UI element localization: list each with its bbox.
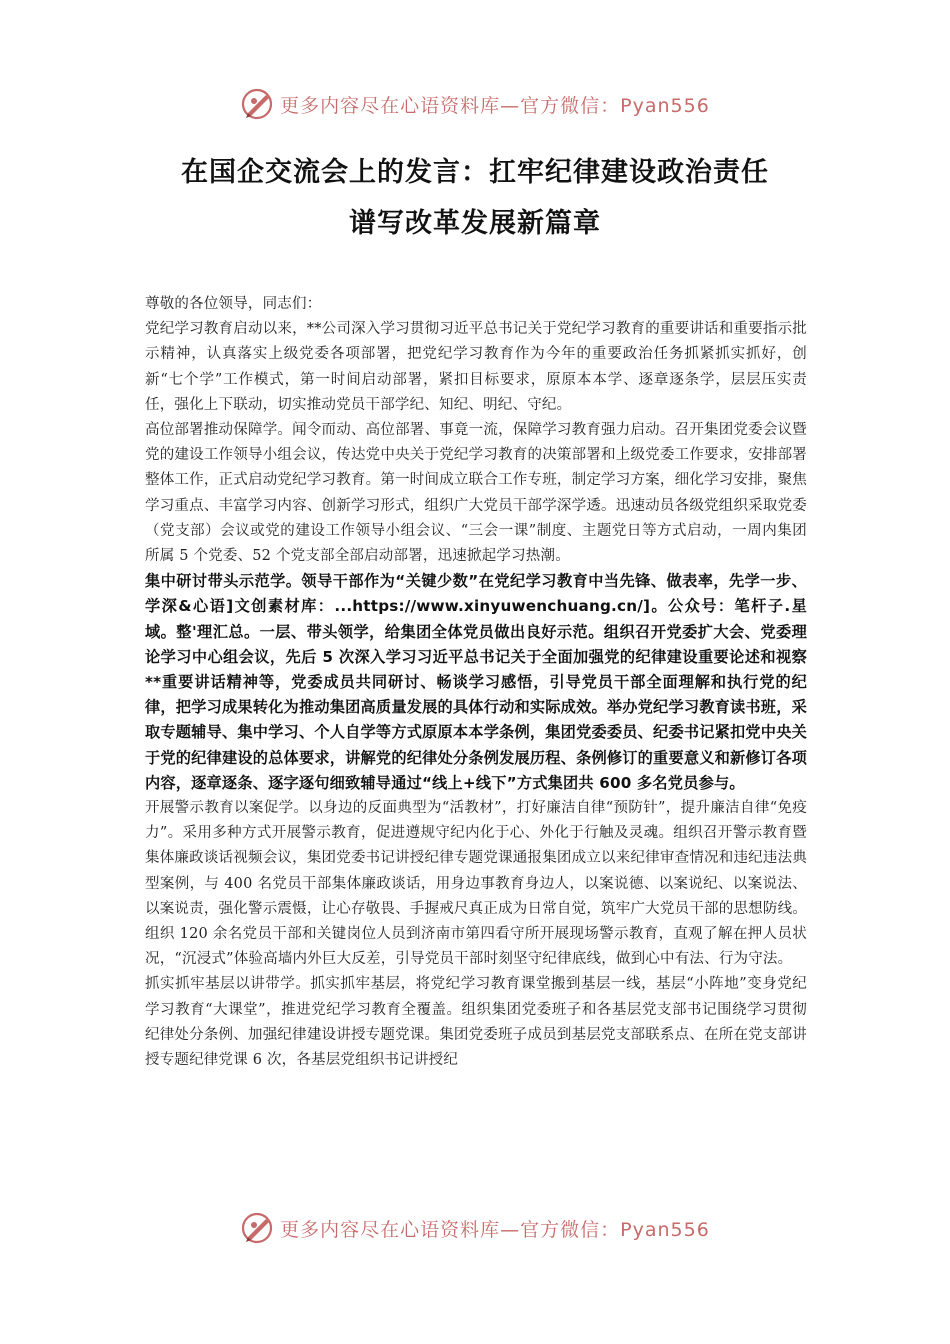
paragraph-grassroots: 抓实抓牢基层以讲带学。抓实抓牢基层，将党纪学习教育课堂搬到基层一线，基层“小阵地”变身党纪学习教育“大课堂”，推进党纪学习教育全覆盖。组织集团党委班子和各基层党支部书记围绕学习贯彻纪律处分条例、加强纪律建设讲授专题党课。集团党委班子成员到基层党支部联系点、在所在党支部讲授专题纪律党课 6 次，各基层党组织书记讲授纪 [145,976,807,1069]
page-title-line-1: 在国企交流会上的发言：扛牢纪律建设政治责任 [181,157,769,188]
paragraph-deployment: 高位部署推动保障学。闻令而动、高位部署、事竟一流，保障学习教育强力启动。召开集团党委会议暨党的建设工作领导小组会议，传达党中央关于党纪学习教育的决策部署和上级党委工作要求，安排部署整体工作，正式启动党纪学习教育。第一时间成立联合工作专班，制定学习方案，细化学习安排，聚焦学习重点、丰富学习内容、创新学习形式，组织广大党员干部学深学透。迅速动员各级党组织采取党委（党支部）会议或党的建设工作领导小组会议、“三会一课”制度、主题党日等方式启动，一周内集团所属 5 个党委、52 个党支部全部启动部署，迅速掀起学习热潮。 [145,422,807,565]
salutation: 尊敬的各位领导，同志们： [145,296,322,312]
page-title-line-2: 谱写改革发展新篇章 [349,208,601,239]
watermark-banner-top [0,84,950,124]
watermark-text: 更多内容尽在心语资料库—官方微信：Pyan556 [280,1218,710,1241]
pen-logo-icon [240,1210,276,1246]
paragraph-intro: 党纪学习教育启动以来，**公司深入学习贯彻习近平总书记关于党纪学习教育的重要讲话和重要指示批示精神，认真落实上级党委各项部署，把党纪学习教育作为今年的重要政治任务抓紧抓实抓好，创新“七个学”工作模式，第一时间启动部署，紧扣目标要求，原原本本学、逐章逐条学，层层压实责任，强化上下联动，切实推动党员干部学纪、知纪、明纪、守纪。 [145,321,807,413]
watermark-banner-bottom [0,1208,950,1248]
document-body [145,292,807,1073]
pen-logo-icon [240,86,276,122]
paragraph-leadership: 集中研讨带头示范学。领导干部作为“关键少数”在党纪学习教育中当先锋、做表率，先学一步、学深&心语]文创素材库：...https://www.xinyuwenchuang.cn/]。公众号：笔杆子.星域。整'理汇总。一层、带头领学，给集团全体党员做出良好示范。组织召开党委扩大会、党委理论学习中心组会议，先后 5 次深入学习习近平总书记关于全面加强党的纪律建设重要论述和视察**重要讲话精神等，党委成员共同研讨、畅谈学习感悟，引导党员干部全面理解和执行党的纪律，把学习成果转化为推动集团高质量发展的具体行动和实际成效。举办党纪学习教育读书班，采取专题辅导、集中学习、个人自学等方式原原本本学条例，集团党委委员、纪委书记紧扣党中央关于党的纪律建设的总体要求，讲解党的纪律处分条例发展历程、条例修订的重要意义和新修订各项内容，逐章逐条、逐字逐句细致辅导通过“线上+线下”方式集团共 600 多名党员参与。 [145,572,807,792]
paragraph-warning-education: 开展警示教育以案促学。以身边的反面典型为“活教材”，打好廉洁自律“预防针”，提升廉洁自律“免疫力”。采用多种方式开展警示教育，促进遵规守纪内化于心、外化于行触及灵魂。组织召开警示教育暨集体廉政谈话视频会议，集团党委书记讲授纪律专题党课通报集团成立以来纪律审查情况和违纪违法典型案例，与 400 名党员干部集体廉政谈话，用身边事教育身边人，以案说德、以案说纪、以案说法、以案说责，强化警示震慑，让心存敬畏、手握戒尺真正成为日常自觉，筑牢广大党员干部的思想防线。组织 120 余名党员干部和关键岗位人员到济南市第四看守所开展现场警示教育，直观了解在押人员状况，“沉浸式”体验高墙内外巨大反差，引导党员干部时刻坚守纪律底线，做到心中有法、行为守法。 [145,800,807,968]
watermark-text: 更多内容尽在心语资料库—官方微信：Pyan556 [280,94,710,117]
